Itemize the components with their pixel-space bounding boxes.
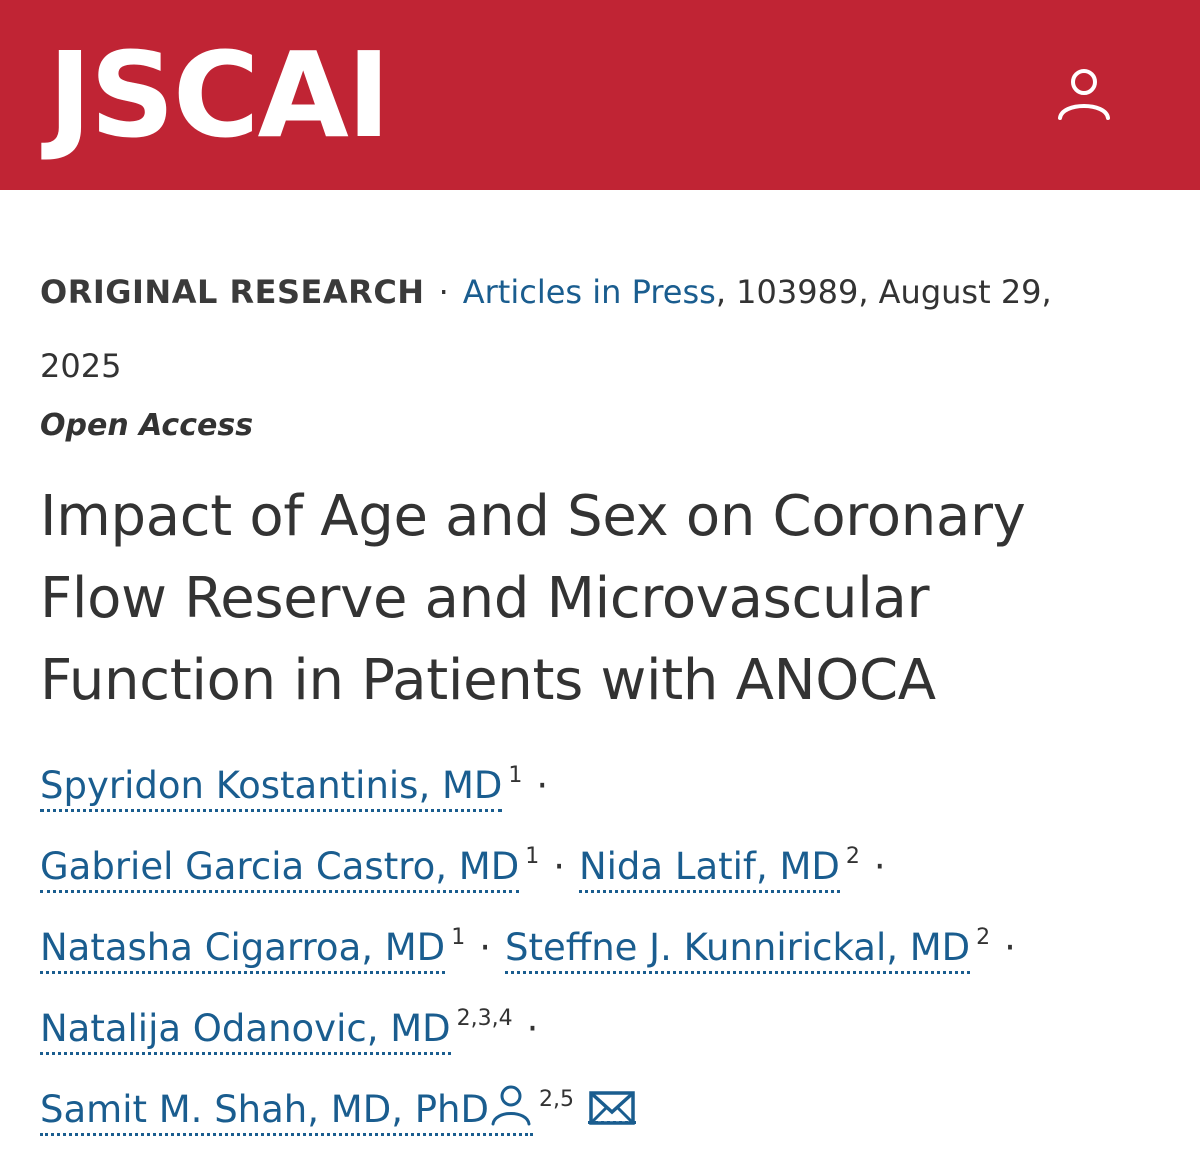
author-link[interactable]: Nida Latif, MD bbox=[579, 845, 840, 893]
author-link[interactable]: Natalija Odanovic, MD bbox=[40, 1007, 451, 1055]
corresponding-author-link[interactable] bbox=[40, 1088, 533, 1136]
meta-separator: · bbox=[438, 273, 449, 311]
mail-icon bbox=[588, 1088, 636, 1128]
user-icon bbox=[1052, 62, 1116, 126]
author-line-3 bbox=[40, 902, 1160, 983]
open-access-label: Open Access bbox=[40, 408, 254, 443]
author-affiliation: 2 bbox=[976, 925, 991, 950]
article-number-date: , 103989, August 29, bbox=[715, 273, 1052, 311]
article-header bbox=[40, 262, 1160, 1145]
article-title: Impact of Age and Sex on Coronary Flow Reserve and Microvascular Function in Patients with ANOCA bbox=[40, 484, 1026, 713]
journal-logo[interactable]: JSCAI bbox=[48, 26, 389, 164]
author-separator: · bbox=[479, 926, 491, 969]
author-list bbox=[40, 740, 1160, 1145]
author-name: Samit M. Shah, MD, PhD bbox=[40, 1088, 489, 1131]
author-link[interactable]: Steffne J. Kunnirickal, MD bbox=[505, 926, 970, 974]
author-affiliation: 2,3,4 bbox=[456, 1006, 513, 1031]
author-line-1 bbox=[40, 740, 1160, 821]
author-link[interactable]: Gabriel Garcia Castro, MD bbox=[40, 845, 519, 893]
author-separator: · bbox=[873, 845, 886, 888]
site-header bbox=[0, 0, 1200, 190]
author-separator: · bbox=[526, 1007, 539, 1050]
author-separator: · bbox=[1004, 926, 1016, 969]
article-type: ORIGINAL RESEARCH bbox=[40, 273, 425, 311]
email-author-button[interactable] bbox=[588, 1080, 636, 1124]
author-line-2 bbox=[40, 821, 1160, 902]
person-icon bbox=[489, 1084, 533, 1126]
author-affiliation: 2 bbox=[845, 844, 860, 869]
articles-in-press-link[interactable]: Articles in Press bbox=[462, 273, 716, 311]
author-line-5 bbox=[40, 1064, 1160, 1145]
author-link[interactable]: Spyridon Kostantinis, MD bbox=[40, 764, 502, 812]
author-affiliation: 1 bbox=[508, 763, 523, 788]
author-affiliation: 1 bbox=[525, 844, 540, 869]
article-year: 2025 bbox=[40, 347, 122, 385]
author-line-4 bbox=[40, 983, 1160, 1064]
author-affiliation: 2,5 bbox=[538, 1087, 574, 1112]
user-account-button[interactable] bbox=[1052, 62, 1116, 126]
author-affiliation: 1 bbox=[451, 925, 466, 950]
article-meta bbox=[40, 262, 1160, 396]
author-separator: · bbox=[553, 845, 565, 888]
author-separator: · bbox=[536, 764, 549, 807]
author-link[interactable]: Natasha Cigarroa, MD bbox=[40, 926, 445, 974]
